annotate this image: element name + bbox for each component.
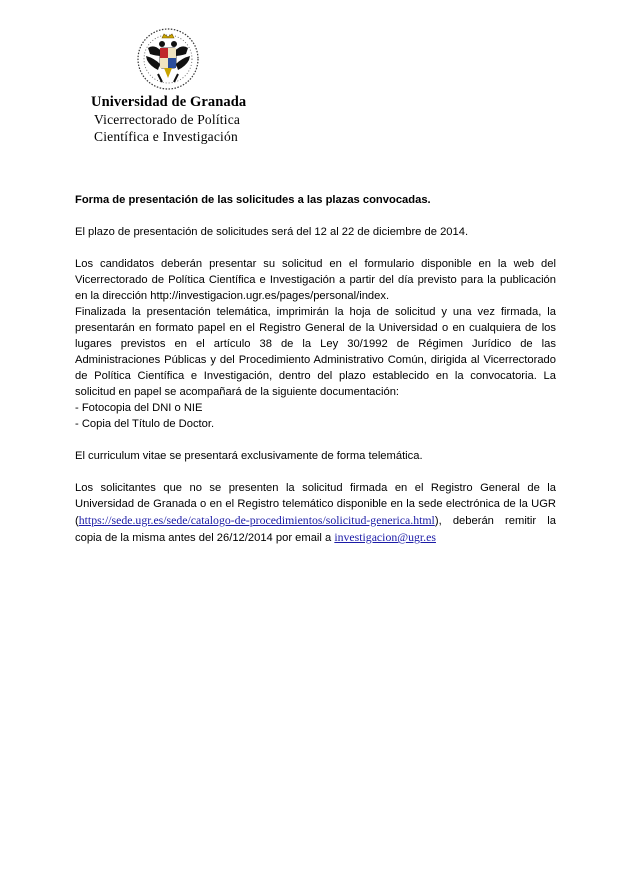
office-name-line-1: Vicerrectorado de Política xyxy=(94,112,241,127)
list-item: - Fotocopia del DNI o NIE xyxy=(75,402,203,414)
required-documents-list xyxy=(75,400,556,432)
deadline-paragraph: El plazo de presentación de solicitudes será del 12 al 22 de diciembre de 2014. xyxy=(75,226,469,238)
list-item: - Copia del Título de Doctor. xyxy=(75,418,215,430)
document-body xyxy=(75,192,556,546)
paper-submission-paragraph: Finalizada la presentación telemática, imprimirán la hoja de solicitud y una vez firmada, la presentarán en formato papel en el Registro General de la Universidad o en cualquiera de los lugares previstos en el artículo 38 de la Ley 30/1992 de Régimen Jurídico de las Administraciones Públicas y del Procedimiento Administrativo Común, dirigida al Vicerrectorado de Política Científica e Investigación, dentro del plazo establecido en la convocatoria. La solicitud en papel se acompañará de la siguiente documentación: xyxy=(75,306,556,398)
office-name-line-2: Científica e Investigación xyxy=(94,129,238,144)
online-submission-paragraph: Los candidatos deberán presentar su solicitud en el formulario disponible en la web del Vicerrectorado de Política Científica e Investigación a partir del día previsto para la publicación en la dirección http://investigacion.ugr.es/pages/personal/index. xyxy=(75,258,556,302)
sede-link[interactable]: https://sede.ugr.es/sede/catalogo-de-procedimientos/solicitud-generica.html xyxy=(78,513,435,527)
university-crest-icon xyxy=(136,26,200,92)
final-paragraph-text-2: ), deberán remitir la copia de la misma antes del 26/12/2014 por email a xyxy=(75,515,556,544)
email-link[interactable]: investigacion@ugr.es xyxy=(334,530,436,544)
university-name: Universidad de Granada xyxy=(91,94,247,110)
document-title: Forma de presentación de las solicitudes a las plazas convocadas. xyxy=(75,194,431,206)
final-paragraph xyxy=(75,480,556,546)
cv-note: El curriculum vitae se presentará exclusivamente de forma telemática. xyxy=(75,450,423,462)
final-paragraph-text: Los solicitantes que no se presenten la solicitud firmada en el Registro General de la Universidad de Granada o en el Registro telemático disponible en la sede electrónica de la UGR ( xyxy=(75,482,556,527)
